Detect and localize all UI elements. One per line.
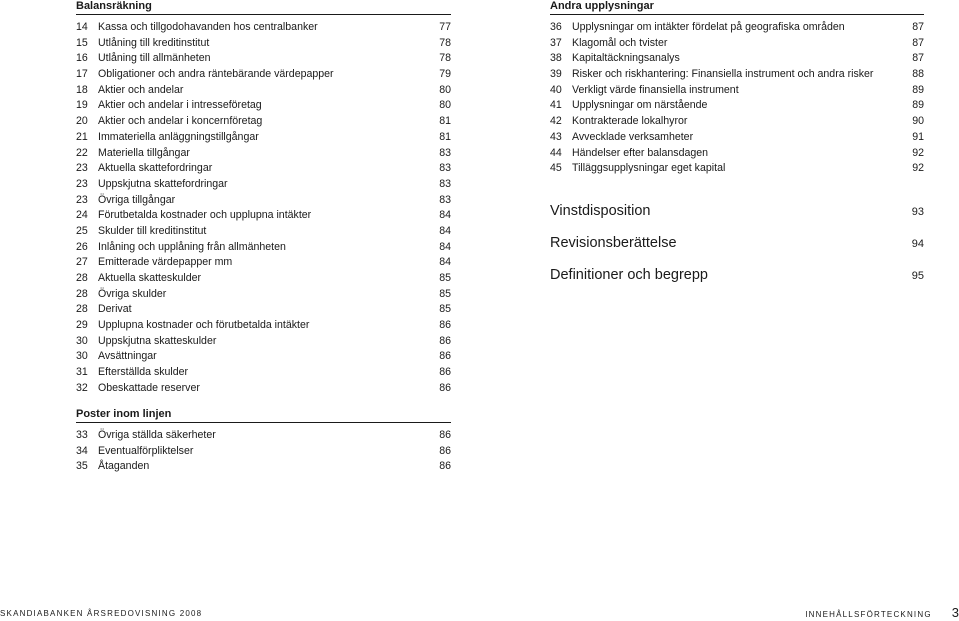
entry-number: 34 <box>76 444 88 457</box>
toc-entry <box>76 114 451 130</box>
toc-entry <box>76 365 451 381</box>
entry-title: Avsättningar <box>98 350 157 363</box>
entry-page: 81 <box>439 115 451 128</box>
entry-number: 42 <box>550 115 562 128</box>
toc-entry <box>76 193 451 209</box>
entry-title: Aktier och andelar <box>98 83 184 96</box>
poster-list <box>76 428 451 475</box>
entry-page: 79 <box>439 68 451 81</box>
toc-entry <box>76 146 451 162</box>
balans-heading: Balansräkning <box>76 0 451 15</box>
entry-title: Aktier och andelar i koncernföretag <box>98 115 263 128</box>
entry-title: Förutbetalda kostnader och upplupna intäkter <box>98 209 312 222</box>
toc-entry <box>550 51 924 67</box>
main-entry-title: Revisionsberättelse <box>550 235 677 251</box>
entry-page: 86 <box>439 381 451 394</box>
entry-page: 83 <box>439 162 451 175</box>
entry-number: 40 <box>550 83 562 96</box>
entry-title: Aktuella skattefordringar <box>98 162 213 175</box>
entry-title: Kassa och tillgodohavanden hos centralbanker <box>98 21 318 33</box>
toc-entry <box>76 36 451 52</box>
entry-number: 29 <box>76 319 88 332</box>
entry-page: 85 <box>439 303 451 316</box>
entry-number: 19 <box>76 99 88 112</box>
page-number: 3 <box>951 605 959 620</box>
main-entry <box>550 195 924 227</box>
entry-page: 86 <box>439 350 451 363</box>
entry-title: Verkligt värde finansiella instrument <box>572 83 739 96</box>
entry-number: 30 <box>76 350 88 363</box>
entry-number: 30 <box>76 334 88 347</box>
entry-number: 21 <box>76 130 88 143</box>
balans-section <box>76 0 451 397</box>
entry-title: Derivat <box>98 303 132 316</box>
toc-entry <box>76 459 451 475</box>
toc-entry <box>76 271 451 287</box>
balans-list <box>76 20 451 397</box>
entry-title: Avvecklade verksamheter <box>572 130 694 143</box>
entry-page: 80 <box>439 83 451 96</box>
entry-title: Emitterade värdepapper mm <box>98 256 233 269</box>
entry-number: 28 <box>76 303 88 316</box>
entry-page: 86 <box>439 366 451 379</box>
toc-entry <box>76 20 451 36</box>
entry-number: 24 <box>76 209 88 222</box>
entry-page: 86 <box>439 460 451 473</box>
entry-page: 90 <box>912 115 924 128</box>
entry-number: 16 <box>76 52 88 65</box>
entry-page: 78 <box>439 52 451 65</box>
toc-entry <box>550 146 924 162</box>
entry-title: Övriga ställda säkerheter <box>98 429 216 441</box>
entry-title: Åtaganden <box>98 460 150 473</box>
entry-number: 43 <box>550 130 562 143</box>
main-entry-title: Vinstdisposition <box>550 203 651 219</box>
entry-title: Risker och riskhantering: Finansiella instrument och andra risker <box>572 68 874 81</box>
entry-page: 86 <box>439 429 451 441</box>
toc-entry <box>76 83 451 99</box>
entry-number: 17 <box>76 68 88 81</box>
main-entry-title: Definitioner och begrepp <box>550 267 708 283</box>
toc-entry <box>550 67 924 83</box>
entry-title: Utlåning till allmänheten <box>98 52 211 65</box>
entry-page: 87 <box>912 36 924 49</box>
entry-title: Tilläggsupplysningar eget kapital <box>572 162 726 175</box>
entry-title: Obligationer och andra räntebärande värdepapper <box>98 68 334 81</box>
entry-title: Övriga tillgångar <box>98 193 176 206</box>
andra-heading: Andra upplysningar <box>550 0 924 15</box>
toc-entry <box>76 130 451 146</box>
andra-list <box>550 20 924 177</box>
toc-entry <box>76 224 451 240</box>
entry-number: 41 <box>550 99 562 112</box>
entry-page: 83 <box>439 146 451 159</box>
toc-entry <box>76 444 451 460</box>
entry-page: 88 <box>912 68 924 81</box>
entry-number: 35 <box>76 460 88 473</box>
entry-number: 26 <box>76 240 88 253</box>
entry-number: 25 <box>76 224 88 237</box>
toc-entry <box>550 36 924 52</box>
entry-page: 84 <box>439 240 451 253</box>
toc-entry <box>76 51 451 67</box>
entry-number: 45 <box>550 162 562 175</box>
footer-publication: SKANDIABANKEN ÅRSREDOVISNING 2008 <box>0 609 203 618</box>
entry-number: 18 <box>76 83 88 96</box>
toc-entry <box>76 177 451 193</box>
entry-number: 22 <box>76 146 88 159</box>
entry-page: 84 <box>439 224 451 237</box>
toc-entry <box>76 208 451 224</box>
entry-page: 83 <box>439 177 451 190</box>
poster-section <box>76 408 451 475</box>
poster-heading: Poster inom linjen <box>76 408 451 423</box>
entry-page: 77 <box>439 21 451 33</box>
entry-page: 84 <box>439 256 451 269</box>
entry-title: Upplupna kostnader och förutbetalda intäkter <box>98 319 310 332</box>
entry-page: 87 <box>912 52 924 65</box>
entry-title: Klagomål och tvister <box>572 36 668 49</box>
toc-entry <box>76 334 451 350</box>
toc-entry <box>76 67 451 83</box>
entry-title: Kapitaltäckningsanalys <box>572 52 680 65</box>
main-entry <box>550 259 924 291</box>
toc-entry <box>550 83 924 99</box>
entry-page: 91 <box>912 130 924 143</box>
entry-title: Upplysningar om närstående <box>572 99 708 112</box>
toc-entry <box>76 161 451 177</box>
toc-entry <box>550 20 924 36</box>
toc-entry <box>550 98 924 114</box>
entry-number: 38 <box>550 52 562 65</box>
toc-entry <box>550 130 924 146</box>
entry-number: 31 <box>76 366 88 379</box>
entry-title: Kontrakterade lokalhyror <box>572 115 688 128</box>
entry-title: Immateriella anläggningstillgångar <box>98 130 259 143</box>
entry-number: 23 <box>76 193 88 206</box>
entry-title: Uppskjutna skatteskulder <box>98 334 217 347</box>
entry-number: 20 <box>76 115 88 128</box>
entry-page: 86 <box>439 319 451 332</box>
entry-title: Eventualförpliktelser <box>98 444 194 457</box>
toc-entry <box>76 318 451 334</box>
entry-number: 14 <box>76 21 88 33</box>
entry-page: 83 <box>439 193 451 206</box>
toc-entry <box>76 287 451 303</box>
toc-entry <box>76 98 451 114</box>
toc-entry <box>76 381 451 397</box>
entry-page: 85 <box>439 272 451 284</box>
entry-number: 44 <box>550 146 562 159</box>
toc-entry <box>550 161 924 177</box>
entry-number: 28 <box>76 272 88 284</box>
entry-page: 86 <box>439 444 451 457</box>
entry-number: 27 <box>76 256 88 269</box>
entry-number: 28 <box>76 287 88 300</box>
entry-number: 36 <box>550 21 562 33</box>
main-entry <box>550 227 924 259</box>
entry-number: 33 <box>76 429 88 441</box>
entry-title: Aktuella skatteskulder <box>98 272 202 284</box>
toc-entry <box>76 302 451 318</box>
toc-entry <box>76 240 451 256</box>
entry-page: 85 <box>439 287 451 300</box>
entry-title: Utlåning till kreditinstitut <box>98 36 210 49</box>
entry-title: Händelser efter balansdagen <box>572 146 709 159</box>
andra-section <box>550 0 924 177</box>
entry-page: 92 <box>912 146 924 159</box>
main-entry-page: 94 <box>911 238 924 250</box>
entry-number: 23 <box>76 177 88 190</box>
entry-title: Inlåning och upplåning från allmänheten <box>98 240 286 253</box>
main-entry-page: 95 <box>911 270 924 282</box>
entry-number: 32 <box>76 381 88 394</box>
main-entry-page: 93 <box>911 206 924 218</box>
entry-title: Efterställda skulder <box>98 366 189 379</box>
entry-title: Aktier och andelar i intresseföretag <box>98 99 262 112</box>
entry-number: 39 <box>550 68 562 81</box>
entry-number: 23 <box>76 162 88 175</box>
toc-entry <box>76 255 451 271</box>
footer-section <box>805 605 959 620</box>
entry-page: 89 <box>912 99 924 112</box>
entry-number: 15 <box>76 36 88 49</box>
footer-section-label: INNEHÅLLSFÖRTECKNING <box>805 610 932 619</box>
toc-entry <box>76 428 451 444</box>
entry-title: Övriga skulder <box>98 287 167 300</box>
entry-number: 37 <box>550 36 562 49</box>
entry-page: 80 <box>439 99 451 112</box>
entry-title: Uppskjutna skattefordringar <box>98 177 228 190</box>
toc-entry <box>550 114 924 130</box>
entry-page: 81 <box>439 130 451 143</box>
entry-page: 86 <box>439 334 451 347</box>
entry-page: 78 <box>439 36 451 49</box>
entry-page: 87 <box>912 21 924 33</box>
entry-title: Skulder till kreditinstitut <box>98 224 207 237</box>
main-entries <box>550 195 924 291</box>
toc-entry <box>76 349 451 365</box>
entry-page: 84 <box>439 209 451 222</box>
entry-title: Obeskattade reserver <box>98 381 200 394</box>
entry-page: 89 <box>912 83 924 96</box>
entry-title: Materiella tillgångar <box>98 146 190 159</box>
entry-title: Upplysningar om intäkter fördelat på geografiska områden <box>572 21 845 33</box>
entry-page: 92 <box>912 162 924 175</box>
